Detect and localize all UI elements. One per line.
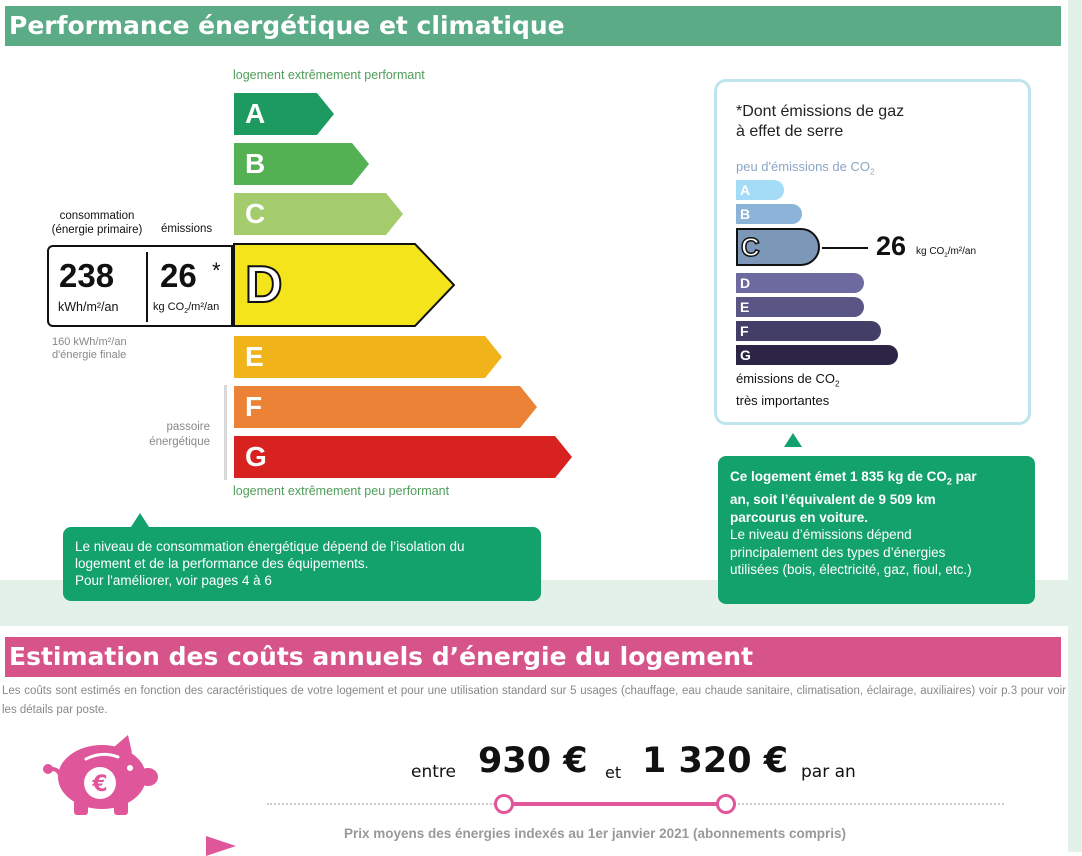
range-marker-min bbox=[494, 794, 514, 814]
energy-class-letter: A bbox=[245, 98, 266, 129]
ges-class-letter: A bbox=[740, 182, 751, 198]
consumption-unit: kWh/m²/an bbox=[58, 300, 119, 314]
prices-note: Prix moyens des énergies indexés au 1er janvier 2021 (abonnements compris) bbox=[344, 826, 846, 841]
consumption-callout: Le niveau de consommation énergétique dépend de l’isolation du logement et de la performance des équipements. Pour l'améliorer, voir pages 4 à 6 bbox=[63, 527, 541, 601]
ges-value: 26 bbox=[876, 231, 907, 261]
emissions-asterisk: * bbox=[212, 258, 221, 283]
next-arrow-icon bbox=[206, 836, 236, 856]
ges-class-g bbox=[736, 345, 898, 365]
energy-class-letter: G bbox=[245, 441, 267, 472]
max-cost: 1 320 € bbox=[642, 741, 789, 781]
bottom-caption: logement extrêmement peu performant bbox=[233, 484, 450, 498]
ges-pointer-line bbox=[822, 247, 868, 249]
range-dots-left bbox=[267, 803, 495, 805]
ges-class-f bbox=[736, 321, 881, 341]
energy-class-c bbox=[233, 192, 404, 236]
performance-section-title: Performance énergétique et climatique bbox=[5, 6, 1061, 46]
min-cost: 930 € bbox=[478, 741, 588, 781]
ges-value-unit: kg $CO_2/m^2/an$ bbox=[916, 246, 977, 259]
consumption-label-line2: (énergie primaire) bbox=[51, 224, 143, 236]
consumption-value: 238 bbox=[59, 257, 115, 294]
ges-class-e bbox=[736, 297, 864, 317]
ges-callout: Ce logement émet 1 835 kg de $CO_2$ par an, soit l’équivalent de 9 509 km parcourus en voiture. Le niveau d’émissions dépend principalement des types d’énergies utilisées (bois, électricité, gaz, fioul, etc.) bbox=[718, 456, 1035, 604]
energy-class-letter: B bbox=[245, 148, 266, 179]
ges-class-a bbox=[736, 180, 784, 200]
emissions-unit: kg $CO_2/m^2/an$ bbox=[153, 301, 220, 316]
consumption-label bbox=[47, 209, 147, 237]
ges-class-letter: C bbox=[741, 232, 760, 262]
ges-top-caption: peu d'émissions de $CO_2$ bbox=[736, 159, 875, 177]
ges-class-letter: B bbox=[740, 206, 751, 222]
energy-class-letter: E bbox=[245, 341, 264, 372]
ges-class-letter: D bbox=[740, 275, 751, 291]
callout-arrow-left bbox=[131, 513, 149, 527]
ges-title: *Dont émissions de gaz à effet de serre bbox=[736, 103, 905, 140]
emissions-label: émissions bbox=[161, 223, 213, 235]
energy-class-g bbox=[233, 435, 573, 479]
range-marker-max bbox=[716, 794, 736, 814]
energy-class-letter: D bbox=[245, 256, 283, 314]
svg-text:€: € bbox=[92, 772, 108, 797]
ges-class-b bbox=[736, 204, 802, 224]
ges-class-letter: G bbox=[740, 347, 751, 363]
ges-class-letter: E bbox=[740, 299, 750, 315]
ges-class-c bbox=[736, 228, 820, 266]
energy-class-f bbox=[233, 385, 538, 429]
callout-arrow-right bbox=[784, 433, 802, 447]
cost-description: Les coûts sont estimés en fonction des caractéristiques de votre logement et pour une utilisation standard sur 5 usages (chauffage, eau chaude sanitaire, climatisation, éclairage, auxiliaires) voir p.3 pour voir les détails par poste. bbox=[2, 685, 1066, 716]
energy-class-letter: F bbox=[245, 391, 263, 422]
consumption-label-line1: consommation bbox=[59, 210, 135, 222]
emissions-value: 26 bbox=[160, 257, 197, 294]
final-energy-note: 160 kWh/m²/an d'énergie finale bbox=[52, 336, 127, 361]
passoire-bracket bbox=[224, 385, 227, 480]
energy-class-e bbox=[233, 335, 503, 379]
right-margin-strip bbox=[1068, 0, 1082, 852]
passoire-label: passoire énergétique bbox=[149, 421, 210, 448]
energy-class-d bbox=[233, 243, 455, 327]
ges-bottom-caption: émissions de $CO_2$ très importantes bbox=[736, 371, 840, 408]
energy-class-b bbox=[233, 142, 370, 186]
ges-class-letter: F bbox=[740, 323, 749, 339]
ges-class-d bbox=[736, 273, 864, 293]
and-label: et bbox=[605, 763, 622, 782]
between-label: entre bbox=[411, 762, 456, 782]
cost-section-title: Estimation des coûts annuels d’énergie du logement bbox=[5, 637, 1061, 677]
per-year-label: par an bbox=[801, 762, 856, 782]
top-caption: logement extrêmement performant bbox=[233, 68, 425, 82]
piggy-bank-euro-icon bbox=[36, 735, 160, 815]
range-dots-right bbox=[738, 803, 1004, 805]
consumption-divider bbox=[146, 252, 148, 322]
energy-class-a bbox=[233, 92, 335, 136]
range-line bbox=[504, 802, 725, 806]
energy-class-letter: C bbox=[245, 198, 266, 229]
